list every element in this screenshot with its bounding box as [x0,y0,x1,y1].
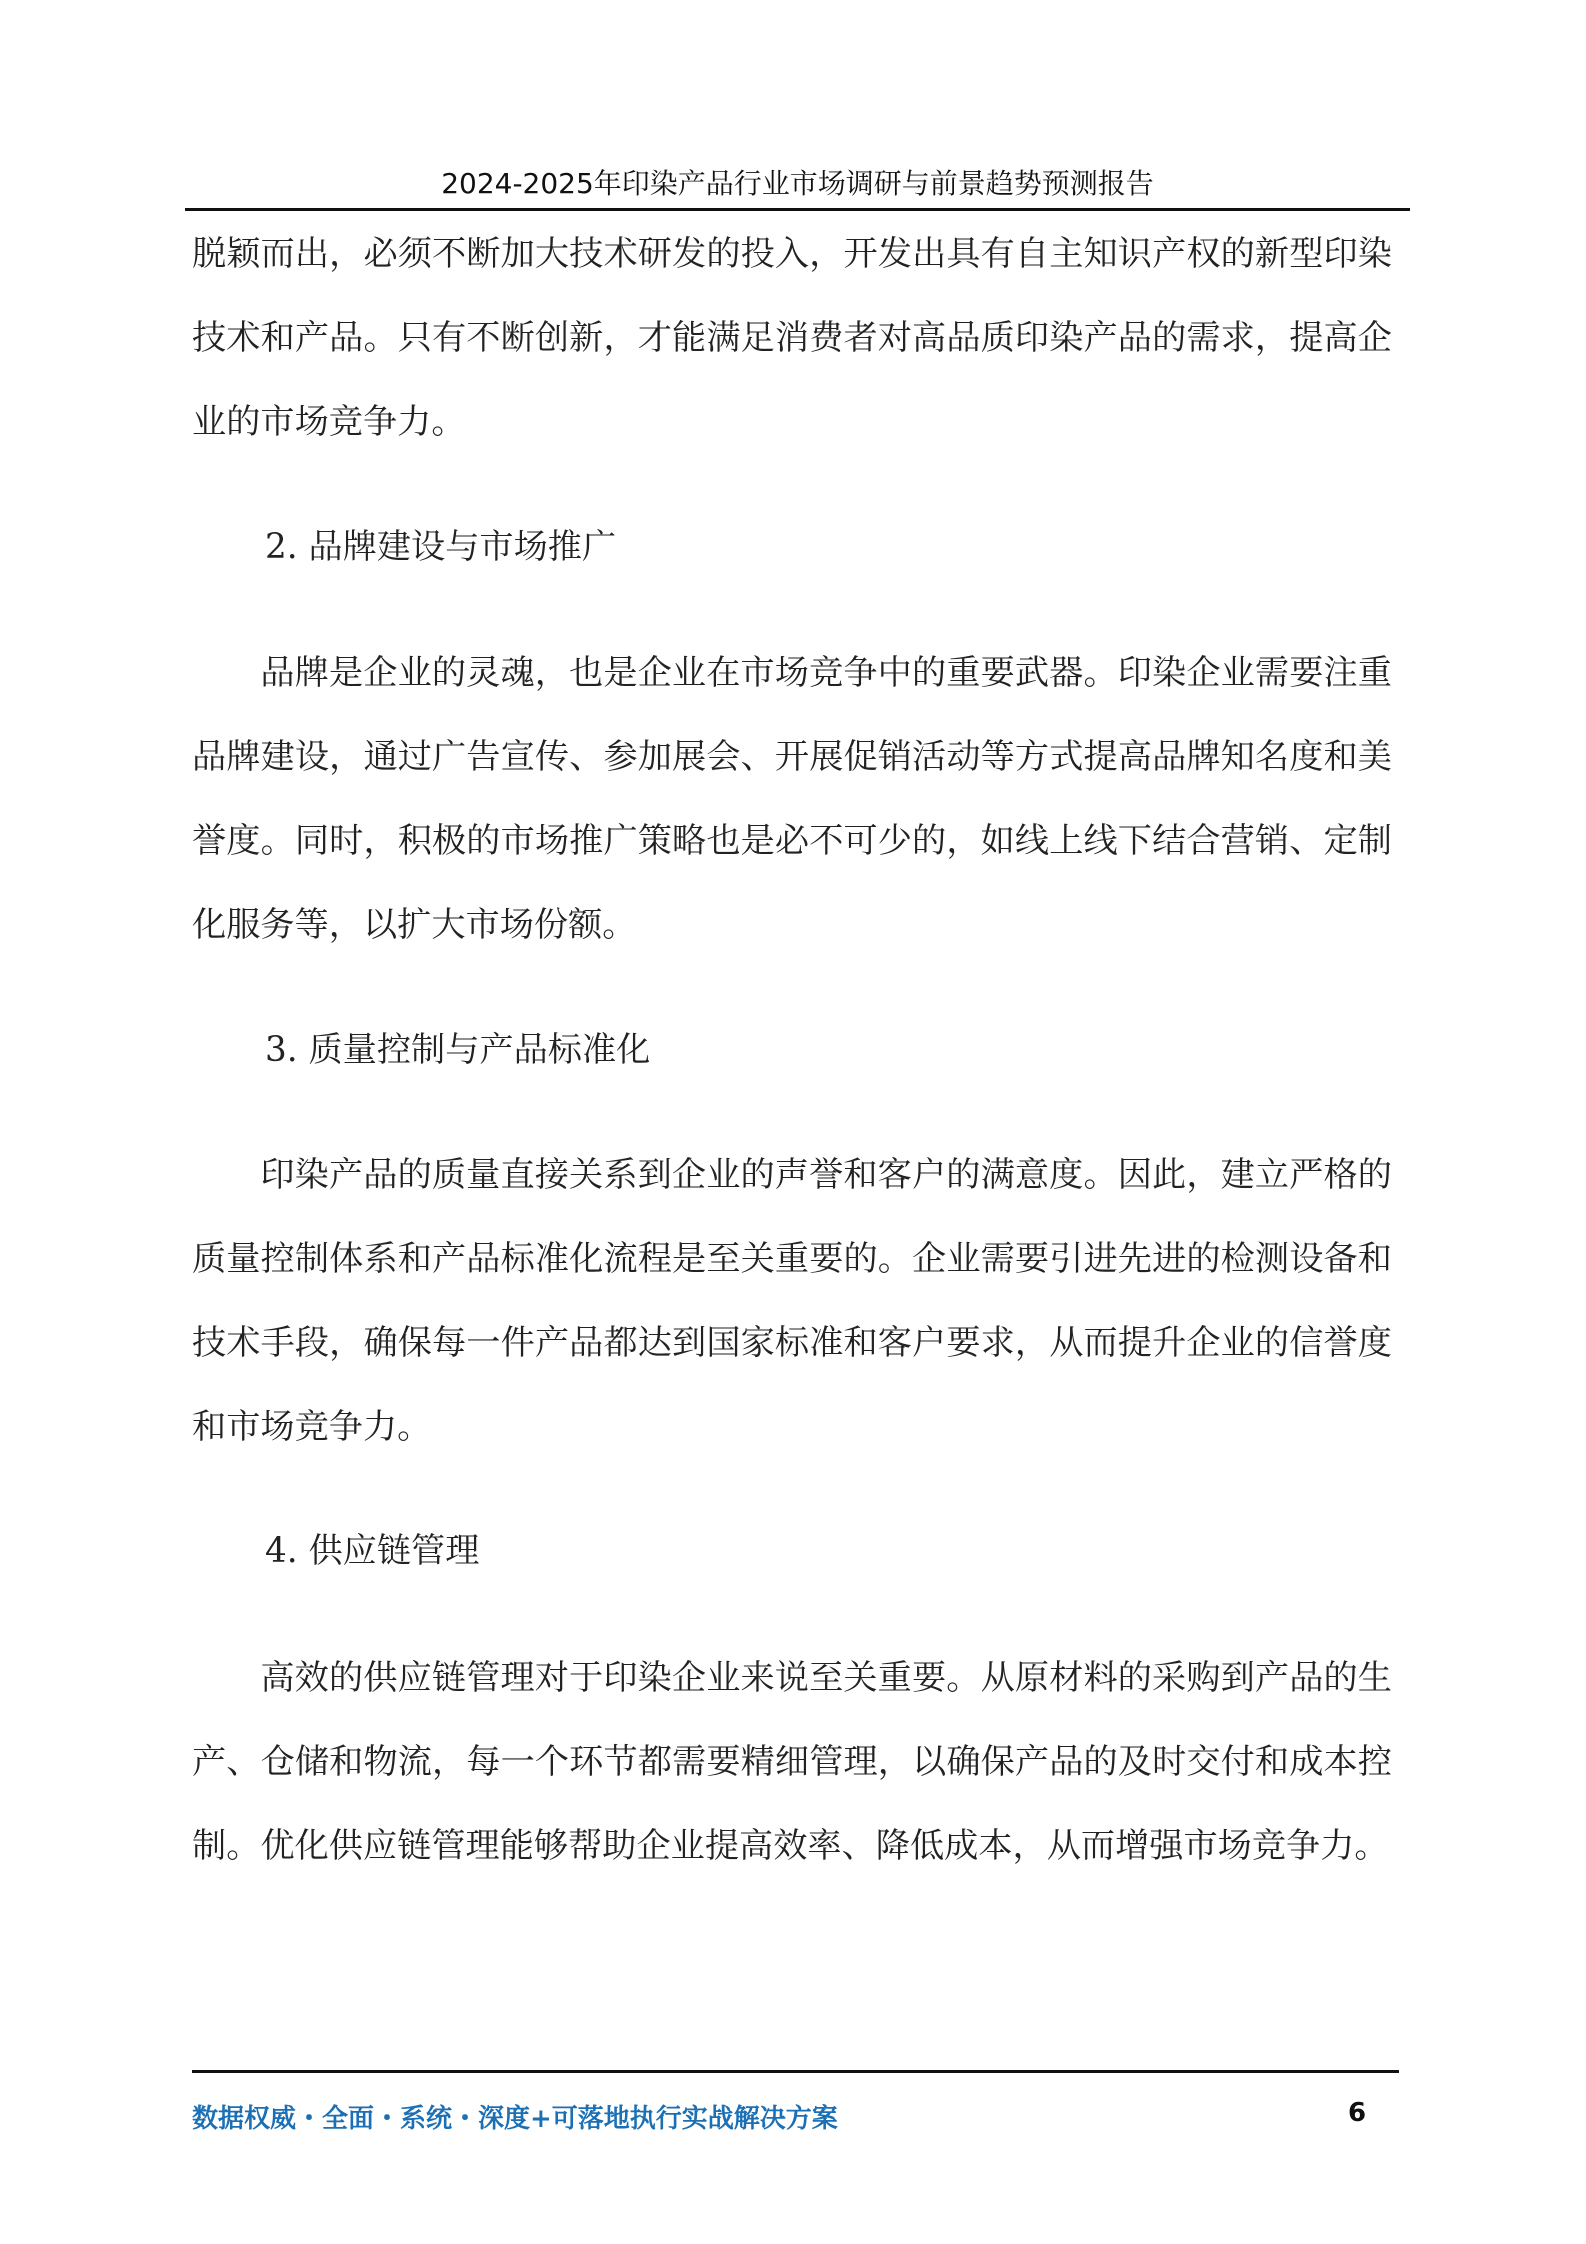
paragraph-supply-chain: 高效的供应链管理对于印染企业来说至关重要。从原材料的采购到产品的生产、仓储和物流，每一个环节都需要精细管理，以确保产品的及时交付和成本控制。优化供应链管理能够帮助企业提高效率、降低成本，从而增强市场竞争力。 [192,1658,1392,1866]
footer-divider [192,2070,1399,2073]
section-heading-quality: 3. 质量控制与产品标准化 [265,1030,651,1070]
footer-slogan: 数据权威・全面・系统・深度+可落地执行实战解决方案 [192,2104,838,2134]
section-heading-brand: 2. 品牌建设与市场推广 [265,527,617,567]
paragraph-brand: 品牌是企业的灵魂，也是企业在市场竞争中的重要武器。印染企业需要注重品牌建设，通过广告宣传、参加展会、开展促销活动等方式提高品牌知名度和美誉度。同时，积极的市场推广策略也是必不可少的，如线上线下结合营销、定制化服务等，以扩大市场份额。 [192,653,1392,945]
document-header-title: 2024-2025年印染产品行业市场调研与前景趋势预测报告 [441,167,1154,200]
paragraph-continued: 脱颖而出，必须不断加大技术研发的投入，开发出具有自主知识产权的新型印染技术和产品。只有不断创新，才能满足消费者对高品质印染产品的需求，提高企业的市场竞争力。 [192,234,1392,442]
section-heading-supply-chain: 4. 供应链管理 [265,1531,480,1571]
page-number: 6 [1348,2098,1367,2128]
header-divider [185,208,1410,211]
paragraph-quality: 印染产品的质量直接关系到企业的声誉和客户的满意度。因此，建立严格的质量控制体系和产品标准化流程是至关重要的。企业需要引进先进的检测设备和技术手段，确保每一件产品都达到国家标准和客户要求，从而提升企业的信誉度和市场竞争力。 [192,1155,1392,1447]
